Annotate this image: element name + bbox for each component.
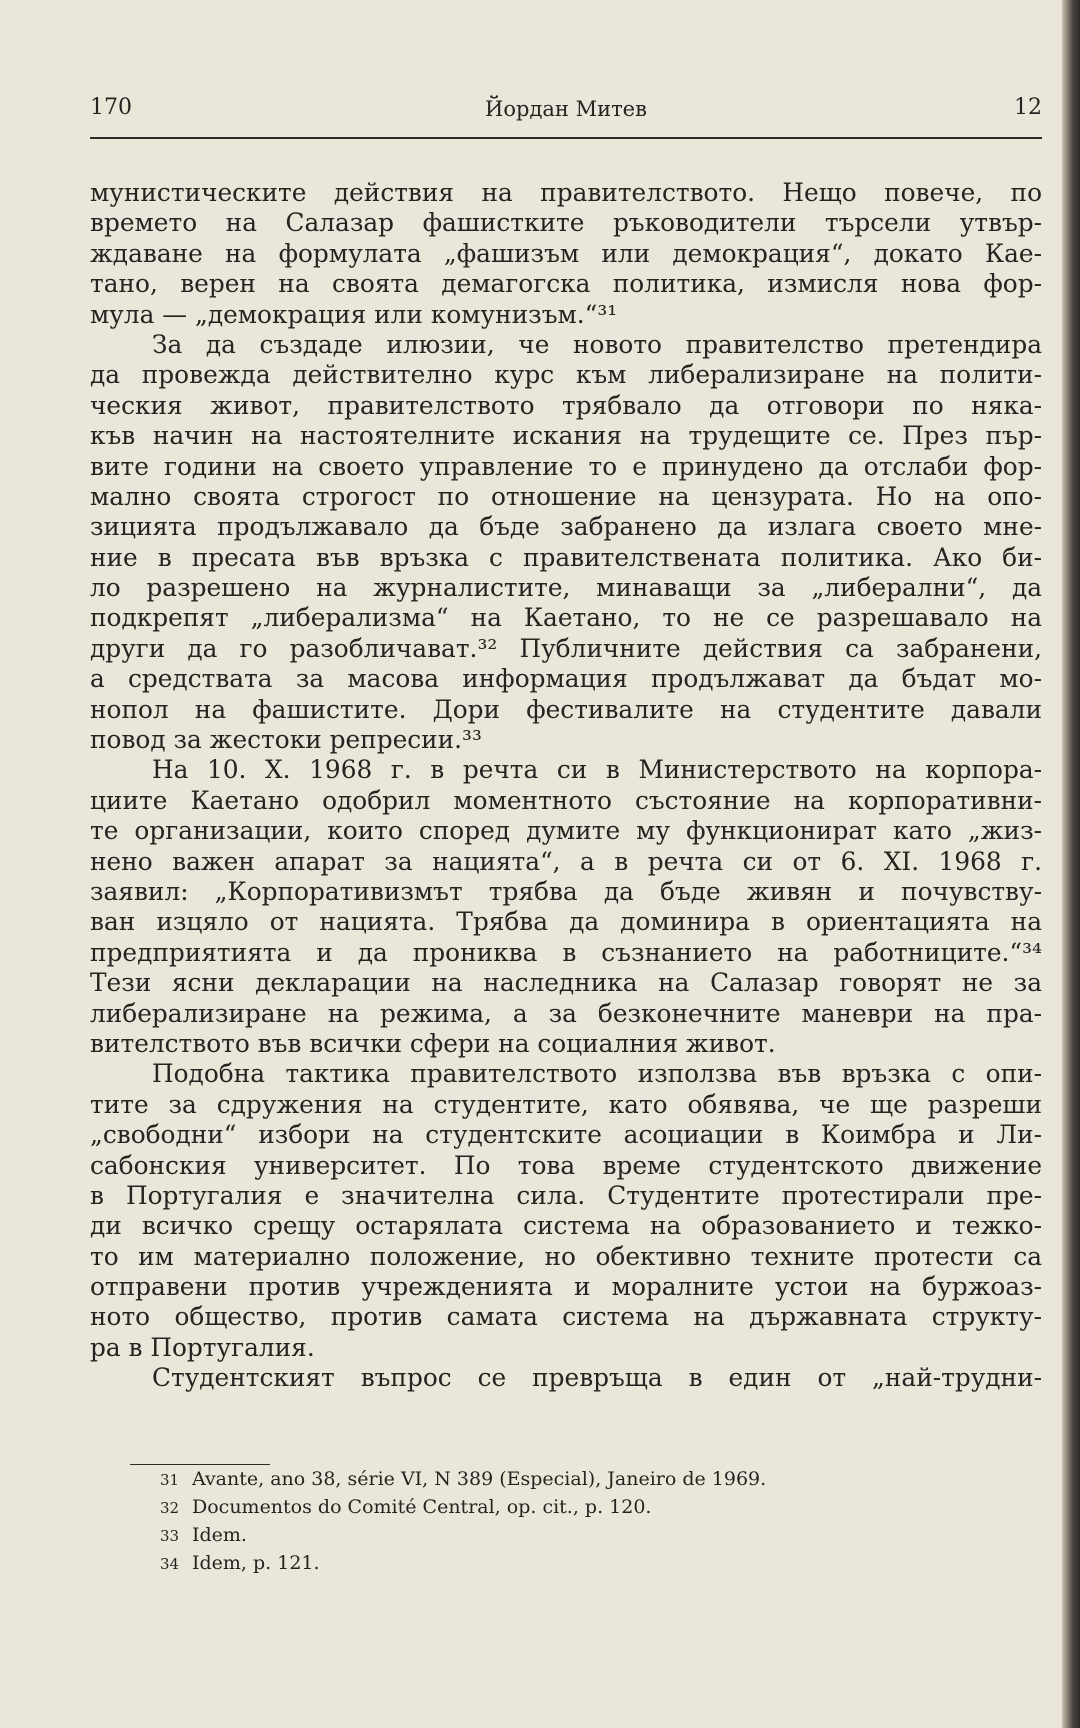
text-line: ло разрешено на журналистите, минаващи за „либерални“, да	[90, 573, 1042, 603]
footnote-text: Avante, ano 38, série VI, N 389 (Especial), Janeiro de 1969.	[192, 1468, 767, 1490]
footnote-text: Documentos do Comité Central, op. cit., p. 120.	[192, 1496, 652, 1518]
body-text	[90, 178, 1042, 1394]
footnote-number: 32	[160, 1499, 180, 1517]
text-line: На 10. X. 1968 г. в речта си в Министерството на корпора-	[152, 755, 1042, 785]
text-line: Студентският въпрос се превръща в един от „най-трудни-	[152, 1363, 1042, 1393]
text-line: циите Каетано одобрил моментното състояние на корпоративни-	[90, 785, 1042, 815]
page-edge-shadow	[1062, 0, 1080, 1728]
page-number: 170	[90, 95, 132, 120]
footnote	[160, 1522, 960, 1550]
footnote-text: Idem, p. 121.	[192, 1552, 320, 1574]
footnote-number: 33	[160, 1527, 180, 1545]
text-line: други да го разобличават.³² Публичните действия са забранени,	[90, 633, 1042, 663]
text-line: в Португалия е значителна сила. Студентите протестирали пре-	[90, 1180, 1042, 1210]
running-head-author: Йордан Митев	[485, 97, 647, 121]
text-line: тано, верен на своята демагогска политика, измисля нова фор-	[90, 269, 1042, 299]
text-line: либерализиране на режима, а за безконечните маневри на пра-	[90, 998, 1042, 1028]
footnotes	[160, 1466, 960, 1578]
text-line: те организации, които според думите му функционират като „жиз-	[90, 816, 1042, 846]
text-line: тите за сдружения на студентите, като обявява, че ще разреши	[90, 1089, 1042, 1119]
footnote-number: 31	[160, 1471, 180, 1489]
text-line: да провежда действително курс към либерализиране на полити-	[90, 360, 1042, 390]
running-header	[90, 95, 1042, 135]
text-line: предприятията и да прониква в съзнанието на работниците.“³⁴	[90, 937, 1042, 967]
text-line: ческия живот, правителството трябвало да отговори по няка-	[90, 390, 1042, 420]
text-line: ние в пресата във връзка с правителствената политика. Ако би-	[90, 542, 1042, 572]
text-line: то им материално положение, но обективно техните протести са	[90, 1241, 1042, 1271]
footnote	[160, 1550, 960, 1578]
text-line: ра в Португалия.	[90, 1332, 315, 1362]
text-line: ното общество, против самата система на държавната структу-	[90, 1302, 1042, 1332]
text-line: повод за жестоки репресии.³³	[90, 725, 482, 755]
text-line: ди всичко срещу остарялата система на образованието и тежко-	[90, 1211, 1042, 1241]
text-line: Подобна тактика правителството използва във връзка с опи-	[152, 1059, 1042, 1089]
text-line: мула — „демокрация или комунизъм.“³¹	[90, 299, 618, 329]
text-line: сабонския университет. По това време студентското движение	[90, 1150, 1042, 1180]
text-line: нено важен апарат за нацията“, а в речта си от 6. XI. 1968 г.	[90, 846, 1042, 876]
text-line: ван изцяло от нацията. Трябва да доминира в ориентацията на	[90, 907, 1042, 937]
text-line: Тези ясни декларации на наследника на Салазар говорят не за	[90, 968, 1042, 998]
text-line: мално своята строгост по отношение на цензурата. Но на опо-	[90, 481, 1042, 511]
text-line: нопол на фашистите. Дори фестивалите на студентите давали	[90, 694, 1042, 724]
footnote-rule	[130, 1464, 270, 1465]
text-line: вите години на своето управление то е принудено да отслаби фор-	[90, 451, 1042, 481]
footnote	[160, 1494, 960, 1522]
header-rule	[90, 137, 1042, 139]
text-line: За да създаде илюзии, че новото правителство претендира	[152, 329, 1042, 359]
text-line: „свободни“ избори на студентските асоциации в Коимбра и Ли-	[90, 1120, 1042, 1150]
text-line: заявил: „Корпоративизмът трябва да бъде живян и почувству-	[90, 876, 1042, 906]
text-line: а средствата за масова информация продължават да бъдат мо-	[90, 664, 1042, 694]
text-line: времето на Салазар фашистките ръководители търсели утвър-	[90, 208, 1042, 238]
footnote	[160, 1466, 960, 1494]
text-line: подкрепят „либерализма“ на Каетано, то не се разрешавало на	[90, 603, 1042, 633]
text-line: вителството във всички сфери на социалния живот.	[90, 1028, 776, 1058]
text-line: отправени против учрежденията и моралните устои на буржоаз-	[90, 1272, 1042, 1302]
footnote-text: Idem.	[192, 1524, 247, 1546]
text-line: зицията продължавало да бъде забранено да излага своето мне-	[90, 512, 1042, 542]
signature-mark: 12	[1014, 95, 1042, 120]
text-line: мунистическите действия на правителството. Нещо повече, по	[90, 178, 1042, 207]
text-line: къв начин на настоятелните искания на трудещите се. През пър-	[90, 421, 1042, 451]
footnote-number: 34	[160, 1555, 180, 1573]
text-line: ждаване на формулата „фашизъм или демокрация“, докато Кае-	[90, 238, 1042, 268]
